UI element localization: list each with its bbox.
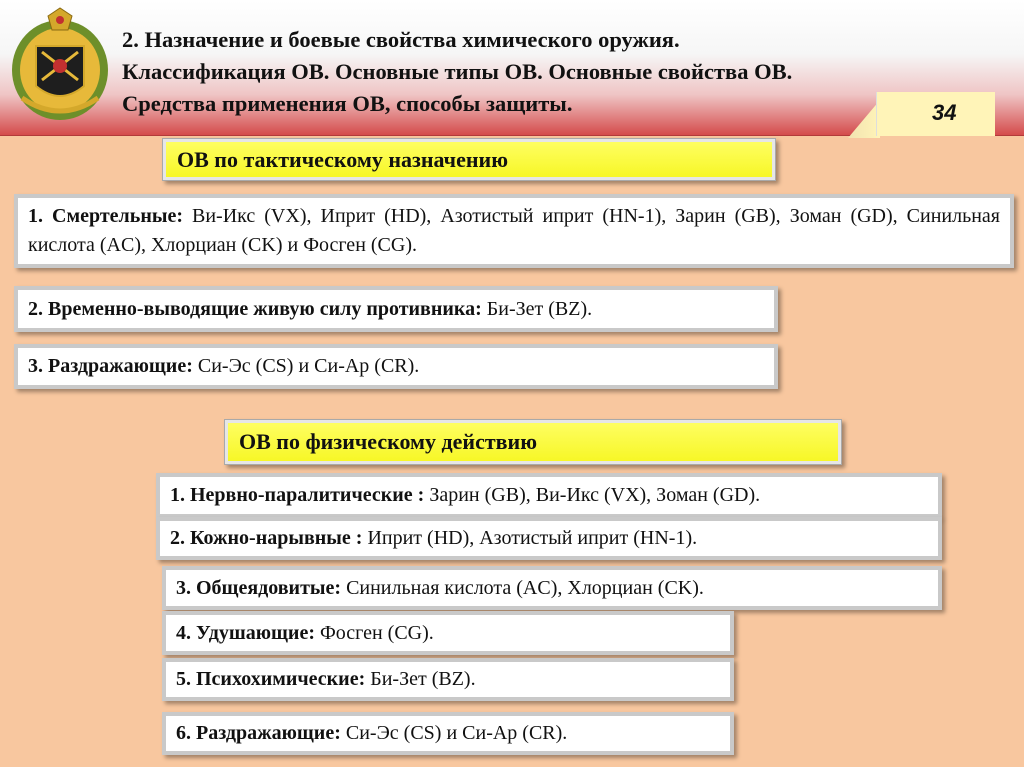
tactical-heading — [162, 138, 776, 181]
tactical-item-3-label: 3. Раздражающие: — [28, 355, 193, 377]
title-line-2: Классификация ОВ. Основные типы ОВ. Основные свойства ОВ. — [122, 59, 793, 84]
physical-item-4-text: Фосген (CG). — [314, 621, 434, 644]
tactical-item-2 — [14, 286, 778, 332]
physical-item-5-label: 5. Психохимические: — [176, 668, 366, 690]
physical-item-1-text: Зарин (GB), Ви-Икс (VX), Зоман (GD). — [424, 484, 761, 506]
physical-item-4-label: 4. Удушающие: — [176, 621, 315, 644]
military-crest-icon — [8, 6, 112, 124]
page-number: 34 — [932, 100, 957, 125]
slide-title — [122, 24, 902, 120]
physical-item-6-text: Си-Эс (CS) и Си-Ар (CR). — [340, 722, 568, 744]
physical-heading-text: ОВ по физическому действию — [239, 429, 538, 454]
tactical-item-1-text: Ви-Икс (VX), Иприт (HD), Азотистый иприт (HN-1), Зарин (GB), Зоман (GD), Синильная кислота (AC), Хлорциан (CK) и Фосген (CG). — [28, 205, 1000, 256]
physical-item-3-label: 3. Общеядовитые: — [176, 576, 342, 599]
physical-item-2-text: Иприт (HD), Азотистый иприт (HN-1). — [362, 527, 698, 549]
physical-item-4 — [162, 611, 734, 655]
physical-item-1-label: 1. Нервно-паралитические : — [170, 484, 425, 506]
tactical-item-2-text: Би-Зет (BZ). — [481, 297, 593, 320]
physical-item-2 — [156, 517, 942, 560]
tactical-item-3-text: Си-Эс (CS) и Си-Ар (CR). — [192, 355, 420, 377]
physical-item-3 — [162, 566, 942, 610]
physical-item-6 — [162, 712, 734, 755]
title-line-3: Средства применения ОВ, способы защиты. — [122, 91, 573, 116]
physical-item-5 — [162, 658, 734, 701]
physical-heading — [224, 419, 842, 465]
tactical-item-3 — [14, 344, 778, 389]
tactical-item-1 — [14, 194, 1014, 268]
physical-item-3-text: Синильная кислота (AC), Хлорциан (CK). — [341, 576, 704, 599]
physical-item-6-label: 6. Раздражающие: — [176, 722, 341, 744]
tactical-heading-text: ОВ по тактическому назначению — [177, 146, 508, 172]
physical-item-1 — [156, 473, 942, 518]
tactical-item-2-label: 2. Временно-выводящие живую силу противника: — [28, 297, 482, 320]
title-line-1: 2. Назначение и боевые свойства химического оружия. — [122, 27, 680, 52]
tactical-item-1-label: 1. Смертельные: — [28, 205, 183, 227]
physical-item-2-label: 2. Кожно-нарывные : — [170, 527, 363, 549]
physical-item-5-text: Би-Зет (BZ). — [365, 668, 476, 690]
